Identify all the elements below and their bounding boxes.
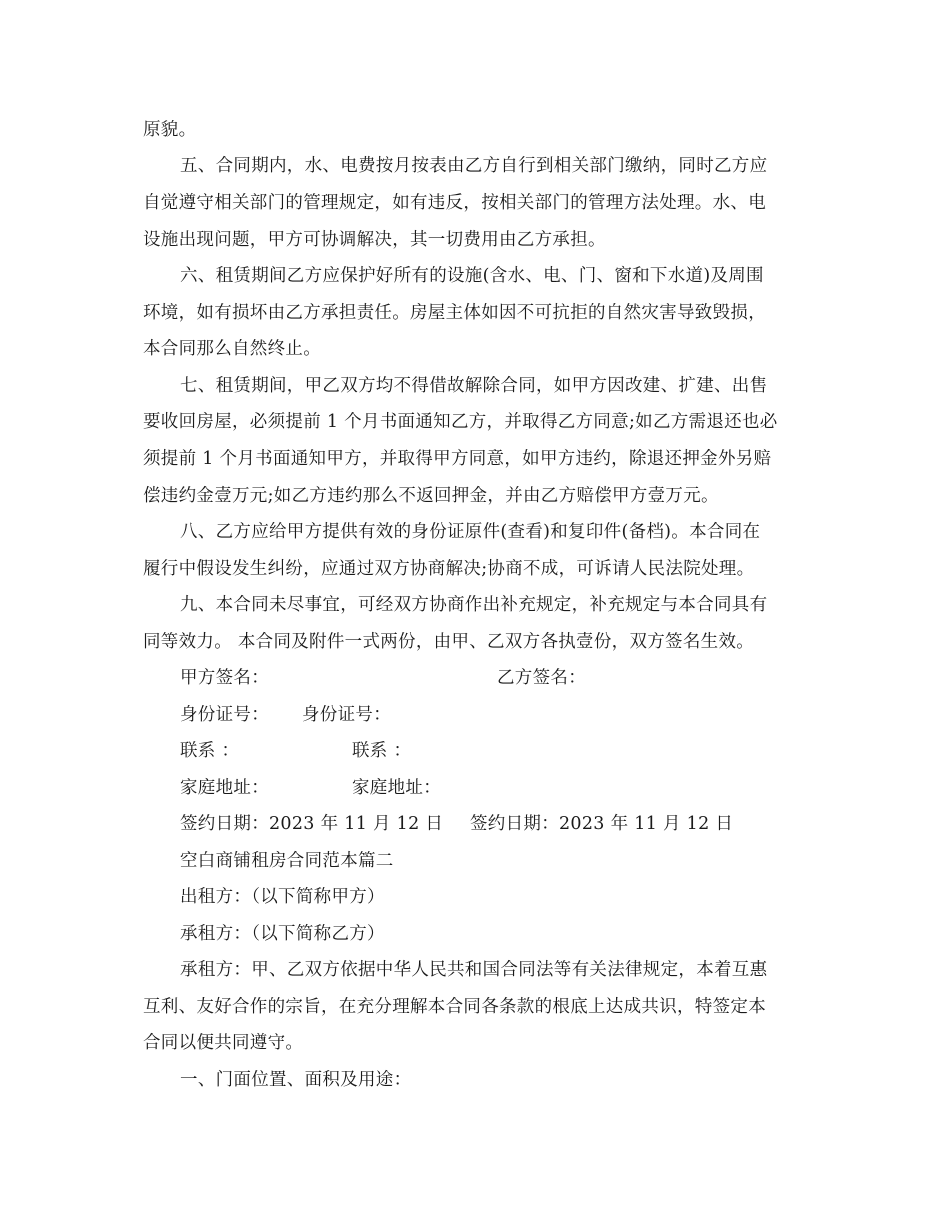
intro-line: 互利、友好合作的宗旨，在充分理解本合同各条款的根底上达成共识，特签定本: [143, 997, 766, 1017]
clause-9-line: 同等效力。 本合同及附件一式两份，由甲、乙双方各执壹份，双方签名生效。: [143, 632, 755, 652]
party-b-id-label: 身份证号：: [302, 705, 391, 725]
party-a-sign-date: 签约日期：2023 年 11 月 12 日: [180, 814, 444, 834]
clause-9-line: 九、本合同未尽事宜，可经双方协商作出补充规定，补充规定与本合同具有: [180, 595, 768, 615]
clause-7-line: 要收回房屋，必须提前 1 个月书面通知乙方，并取得乙方同意;如乙方需退还也必: [143, 412, 778, 432]
party-b-contact-label: 联系 ：: [352, 741, 412, 761]
clause-6-line: 六、租赁期间乙方应保护好所有的设施(含水、电、门、窗和下水道)及周围: [180, 266, 764, 286]
party-a-address-label: 家庭地址：: [180, 778, 269, 798]
clause-5-line: 自觉遵守相关部门的管理规定，如有违反，按相关部门的管理方法处理。水、电: [143, 193, 766, 213]
party-a-id-label: 身份证号：: [180, 705, 269, 725]
clause-6-line: 环境，如有损坏由乙方承担责任。房屋主体如因不可抗拒的自然灾害导致毁损，: [143, 303, 766, 323]
section-title: 空白商铺租房合同范本篇二: [180, 851, 394, 871]
lessee-line: 承租方：（以下简称乙方）: [180, 924, 385, 944]
paragraph-line: 原貌。: [143, 120, 197, 140]
clause-5-line: 五、合同期内，水、电费按月按表由乙方自行到相关部门缴纳，同时乙方应: [180, 156, 768, 176]
clause-8-line: 履行中假设发生纠纷，应通过双方协商解决;协商不成，可诉请人民法院处理。: [143, 559, 755, 579]
clause-8-line: 八、乙方应给甲方提供有效的身份证原件(查看)和复印件(备档)。本合同在: [180, 522, 761, 542]
party-a-contact-label: 联系 ：: [180, 741, 240, 761]
party-b-address-label: 家庭地址：: [352, 778, 441, 798]
clause-7-line: 七、租赁期间，甲乙双方均不得借故解除合同，如甲方因改建、扩建、出售: [180, 376, 768, 396]
clause-1-heading: 一、门面位置、面积及用途：: [180, 1070, 412, 1090]
party-a-signature-label: 甲方签名：: [180, 668, 269, 688]
intro-line: 合同以便共同遵守。: [143, 1033, 304, 1053]
clause-6-line: 本合同那么自然终止。: [143, 339, 321, 359]
lessor-line: 出租方：（以下简称甲方）: [180, 887, 385, 907]
clause-5-line: 设施出现问题，甲方可协调解决，其一切费用由乙方承担。: [143, 230, 606, 250]
party-b-sign-date: 签约日期：2023 年 11 月 12 日: [470, 814, 734, 834]
intro-line: 承租方：甲、乙双方依据中华人民共和国合同法等有关法律规定，本着互惠: [180, 960, 768, 980]
party-b-signature-label: 乙方签名：: [497, 668, 586, 688]
clause-7-line: 须提前 1 个月书面通知甲方，并取得甲方同意，如甲方违约，除退还押金外另赔: [143, 449, 772, 469]
clause-7-line: 偿违约金壹万元;如乙方违约那么不返回押金，并由乙方赔偿甲方壹万元。: [143, 486, 719, 506]
